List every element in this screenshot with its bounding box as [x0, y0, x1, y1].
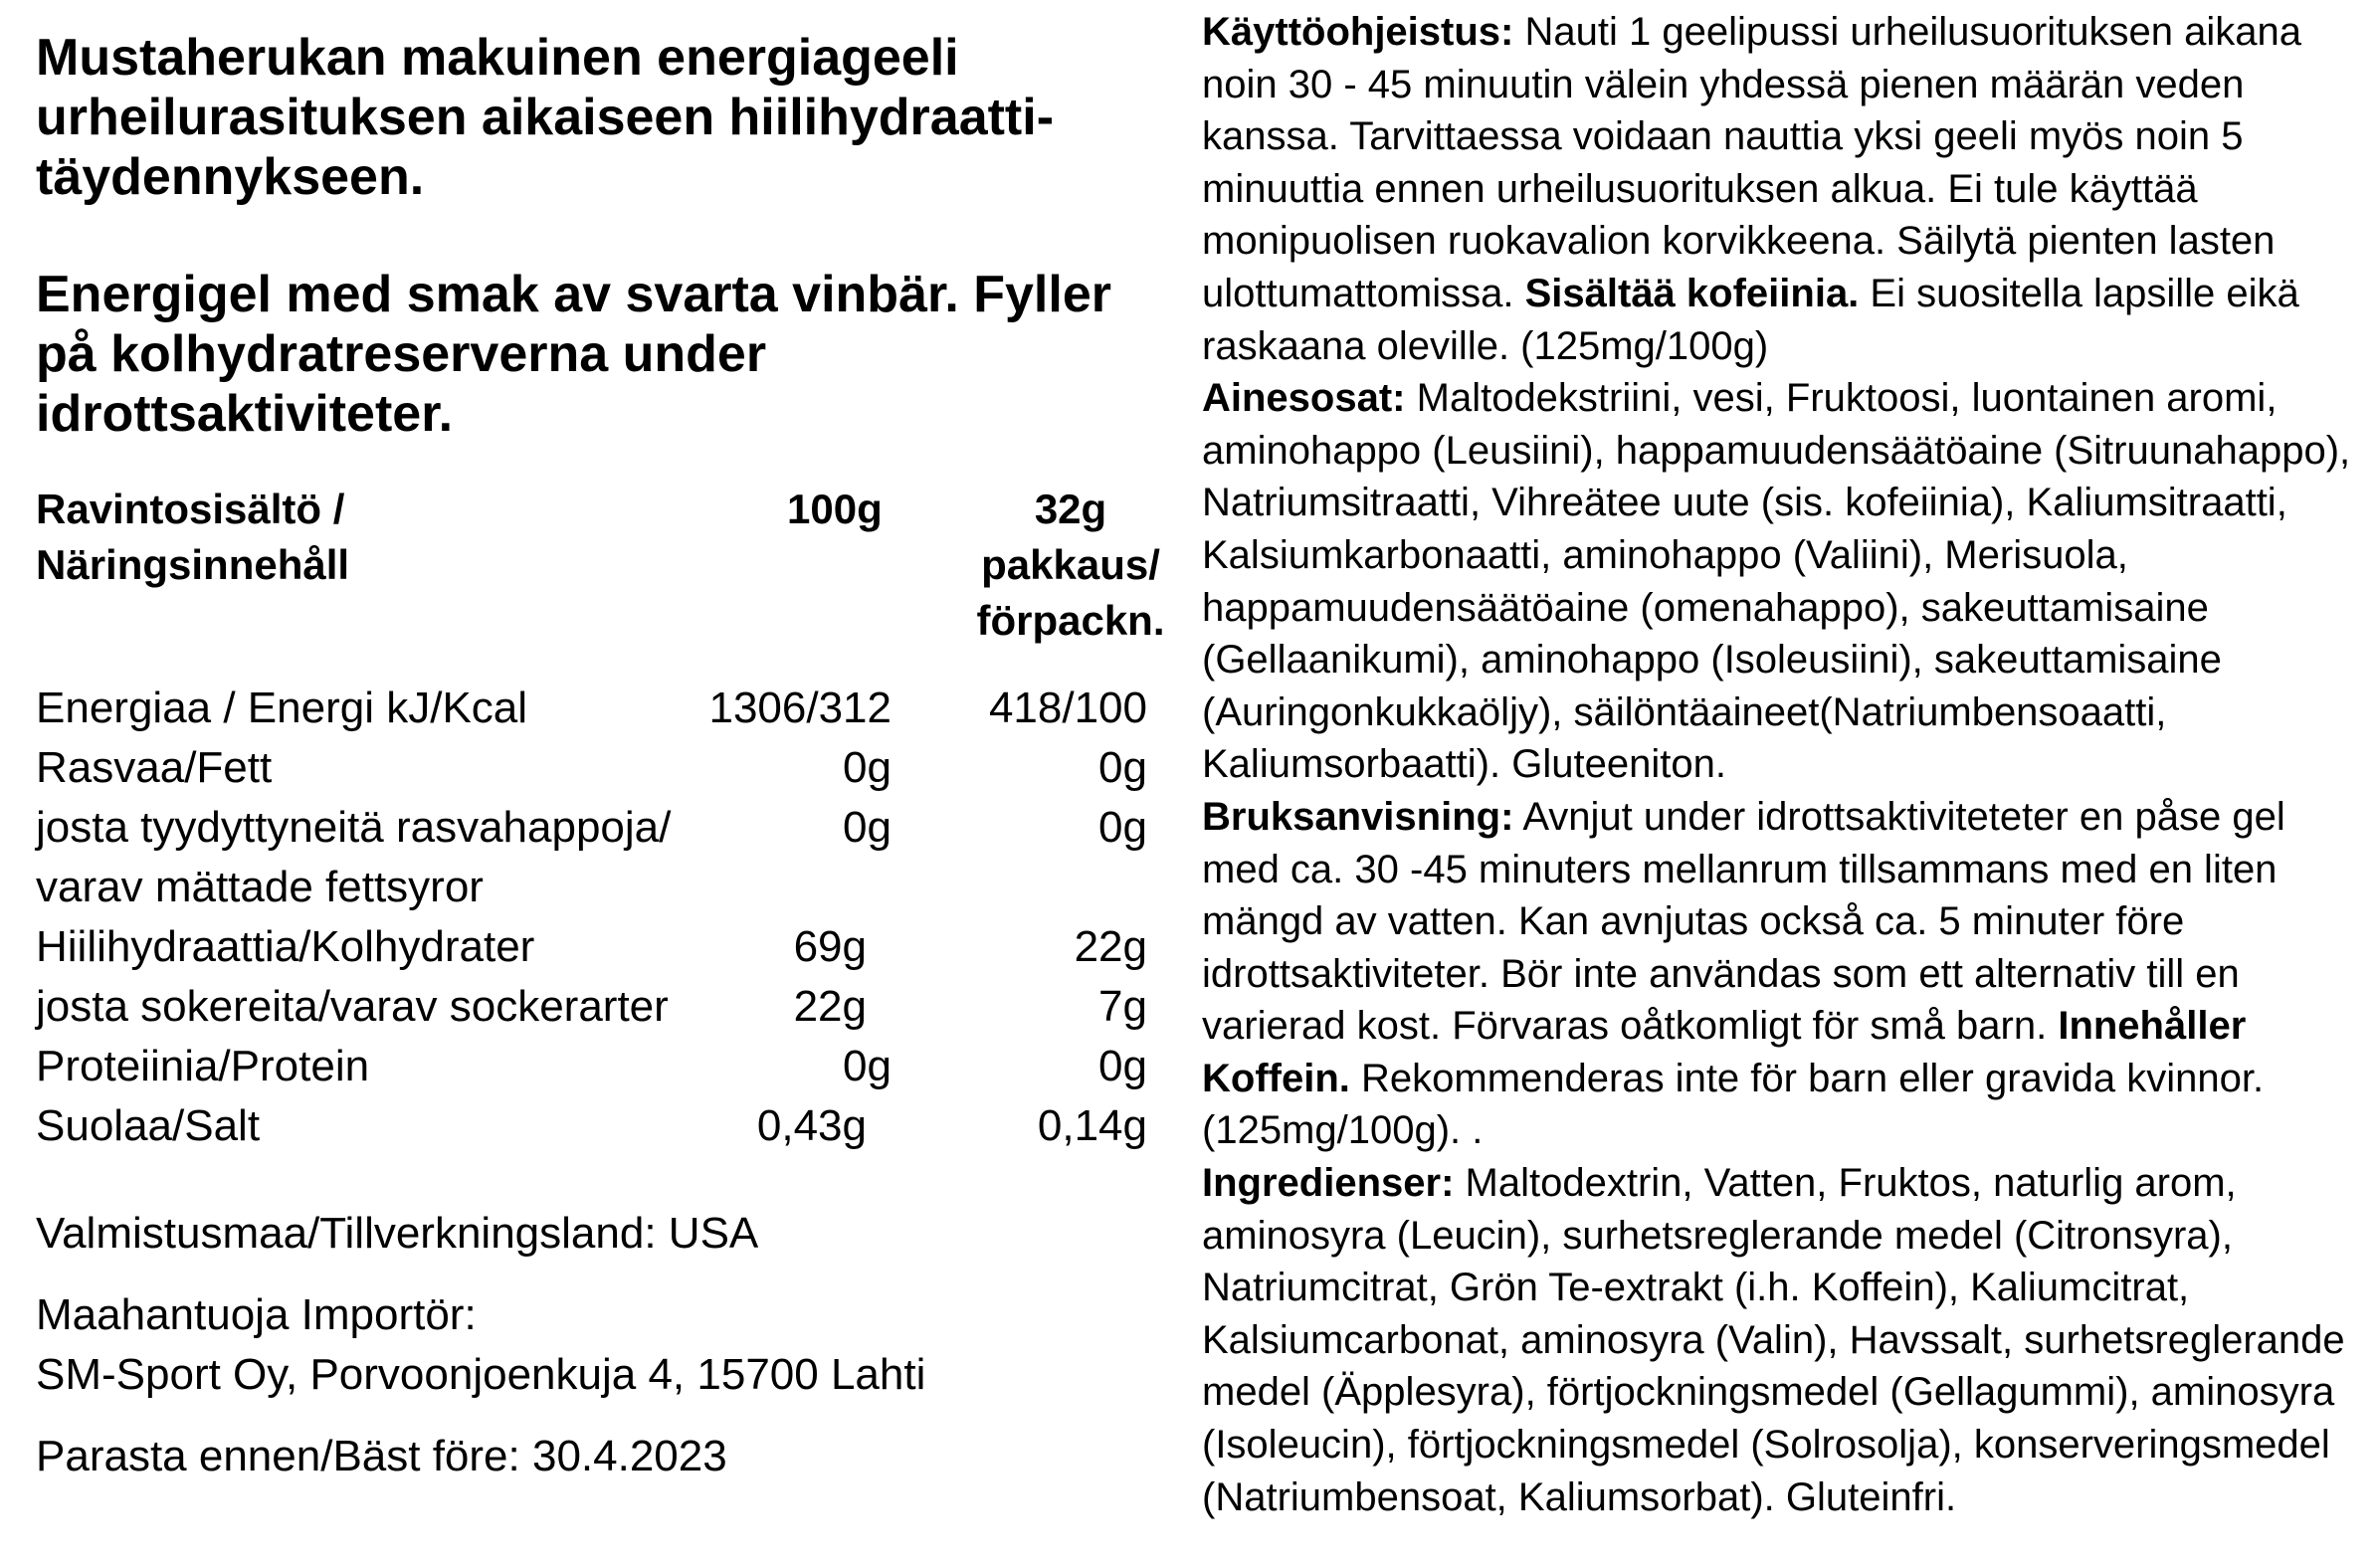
instructions-sv-text-2: Rekommenderas inte för barn eller gravida kvinnor. (125mg/100g). . — [1202, 1056, 2265, 1153]
instructions-sv-label: Bruksanvisning: — [1202, 794, 1514, 839]
nutrition-row-value-100g: 0,43g — [756, 1101, 867, 1150]
nutrition-table — [36, 482, 1170, 1156]
instructions-fi — [1202, 6, 2356, 372]
instructions-sv-text-1: Avnjut under idrottsaktiviteteter en påse gel med ca. 30 -45 minuters mellanrum tillsammans med en liten mängd av vatten. Kan avnjutas också ca. 5 minuter före idrottsaktiviteter. Bör inte användas som ett alternativ till en varierad kost. Förvaras oåtkomligt för små barn. — [1202, 794, 2285, 1049]
nutrition-row-value-100g: 22g — [793, 982, 867, 1031]
nutrition-header-100g: 100g — [787, 486, 883, 532]
importer-label: Maahantuoja Importör: — [36, 1290, 477, 1339]
country-of-origin: Valmistusmaa/Tillverkningsland: USA — [36, 1209, 759, 1258]
ingredients-fi — [1202, 372, 2356, 791]
ingredients-sv — [1202, 1157, 2356, 1523]
instructions-fi-text-1: Nauti 1 geelipussi urheilusuorituksen aikana noin 30 - 45 minuutin välein yhdessä pienen määrän veden kanssa. Tarvittaessa voidaan nauttia yksi geeli myös noin 5 minuuttia ennen urheilusuorituksen alkua. Ei tule käyttää monipuolisen ruokavalion korvikkeena. Säilytä pienten lasten ulottumattomissa. — [1202, 10, 2301, 315]
nutrition-row-name: Energiaa / Energi kJ/Kcal — [36, 684, 528, 732]
nutrition-header-32g: 32g pakkaus/ förpackn. — [976, 486, 1165, 644]
nutrition-row-value-32g: 7g — [1098, 982, 1147, 1031]
nutrition-row-value-100g: 69g — [793, 922, 867, 971]
ingredients-fi-text: Maltodekstriini, vesi, Fruktoosi, luontainen aromi, aminohappo (Leusiini), happamuudensäätöaine (Sitruunahappo), Natriumsitraatti, Vihreätee uute (sis. kofeiinia), Kaliumsitraatti, Kalsiumkarbonaatti, aminohappo (Valiini), Merisuola, happamuudensäätöaine (omenahappo), sakeuttamisaine (Gellaanikumi), aminohappo (Isoleusiini), sakeuttamisaine (Auringonkukkaöljy), säilöntäaineet(Natriumbensoaatti, Kaliumsorbaatti). Gluteeniton. — [1202, 376, 2351, 787]
nutrition-header-label: Ravintosisältö / Näringsinnehåll — [36, 486, 350, 588]
nutrition-row-name: Proteiinia/Protein — [36, 1042, 370, 1090]
nutrition-row — [36, 1096, 1170, 1156]
nutrition-row-name: josta tyydyttyneitä rasvahappoja/ varav mättade fettsyror — [36, 803, 672, 911]
instructions-fi-text-2: Ei suositella lapsille eikä raskaana oleville. (125mg/100g) — [1202, 271, 2299, 368]
nutrition-row-value-32g: 0g — [1098, 1042, 1147, 1090]
nutrition-row — [36, 738, 1170, 798]
nutrition-row-name: Suolaa/Salt — [36, 1101, 261, 1150]
nutrition-row — [36, 1037, 1170, 1096]
nutrition-row-value-100g: 1306/312 — [708, 684, 892, 732]
instructions-sv-caffeine-warning: Innehåller Koffein. — [1202, 1004, 2247, 1100]
nutrition-row — [36, 917, 1170, 977]
nutrition-row — [36, 798, 1170, 917]
instructions-fi-label: Käyttöohjeistus: — [1202, 10, 1514, 54]
ingredients-sv-text: Maltodextrin, Vatten, Fruktos, naturlig arom, aminosyra (Leucin), surhetsreglerande medel (Citronsyra), Natriumcitrat, Grön Te-extrakt (i.h. Koffein), Kaliumcitrat, Kalsiumcarbonat, aminosyra (Valin), Havssalt, surhetsreglerande medel (Äpplesyra), förtjockningsmedel (Gellagummi), aminosyra (Isoleucin), förtjockningsmedel (Solrosolja), konserveringsmedel (Natriumbensoat, Kaliumsorbat). Gluteinfri. — [1202, 1161, 2345, 1519]
nutrition-row — [36, 977, 1170, 1037]
nutrition-header — [36, 482, 1170, 679]
nutrition-row-value-32g: 0g — [1098, 743, 1147, 792]
best-before-date: Parasta ennen/Bäst före: 30.4.2023 — [36, 1432, 727, 1480]
instructions-sv — [1202, 791, 2356, 1157]
product-heading-sv: Energigel med smak av svarta vinbär. Fyller på kolhydratreserverna under idrottsaktiviteter. — [36, 266, 1111, 443]
nutrition-row-value-32g: 22g — [1074, 922, 1147, 971]
ingredients-fi-label: Ainesosat: — [1202, 376, 1406, 421]
nutrition-row-value-32g: 0g — [1098, 803, 1147, 852]
nutrition-row-value-32g: 0,14g — [1037, 1101, 1147, 1150]
nutrition-row-name: Rasvaa/Fett — [36, 743, 273, 792]
right-column — [1202, 6, 2356, 1523]
nutrition-row — [36, 679, 1170, 738]
importer-info — [36, 1285, 1170, 1405]
product-heading-fi: Mustaherukan makuinen energiageeli urheilurasituksen aikaiseen hiilihydraatti-täydennykseen. — [36, 29, 1055, 206]
nutrition-row-name: josta sokereita/varav sockerarter — [36, 982, 669, 1031]
ingredients-sv-label: Ingredienser: — [1202, 1161, 1455, 1206]
nutrition-row-name: Hiilihydraattia/Kolhydrater — [36, 922, 535, 971]
instructions-fi-caffeine-warning: Sisältää kofeiinia. — [1524, 271, 1860, 315]
left-column — [36, 28, 1170, 1486]
nutrition-row-value-32g: 418/100 — [988, 684, 1147, 732]
importer-value: SM-Sport Oy, Porvoonjoenkuja 4, 15700 Lahti — [36, 1350, 926, 1399]
nutrition-row-value-100g: 0g — [843, 803, 892, 852]
nutrition-row-value-100g: 0g — [843, 1042, 892, 1090]
nutrition-row-value-100g: 0g — [843, 743, 892, 792]
